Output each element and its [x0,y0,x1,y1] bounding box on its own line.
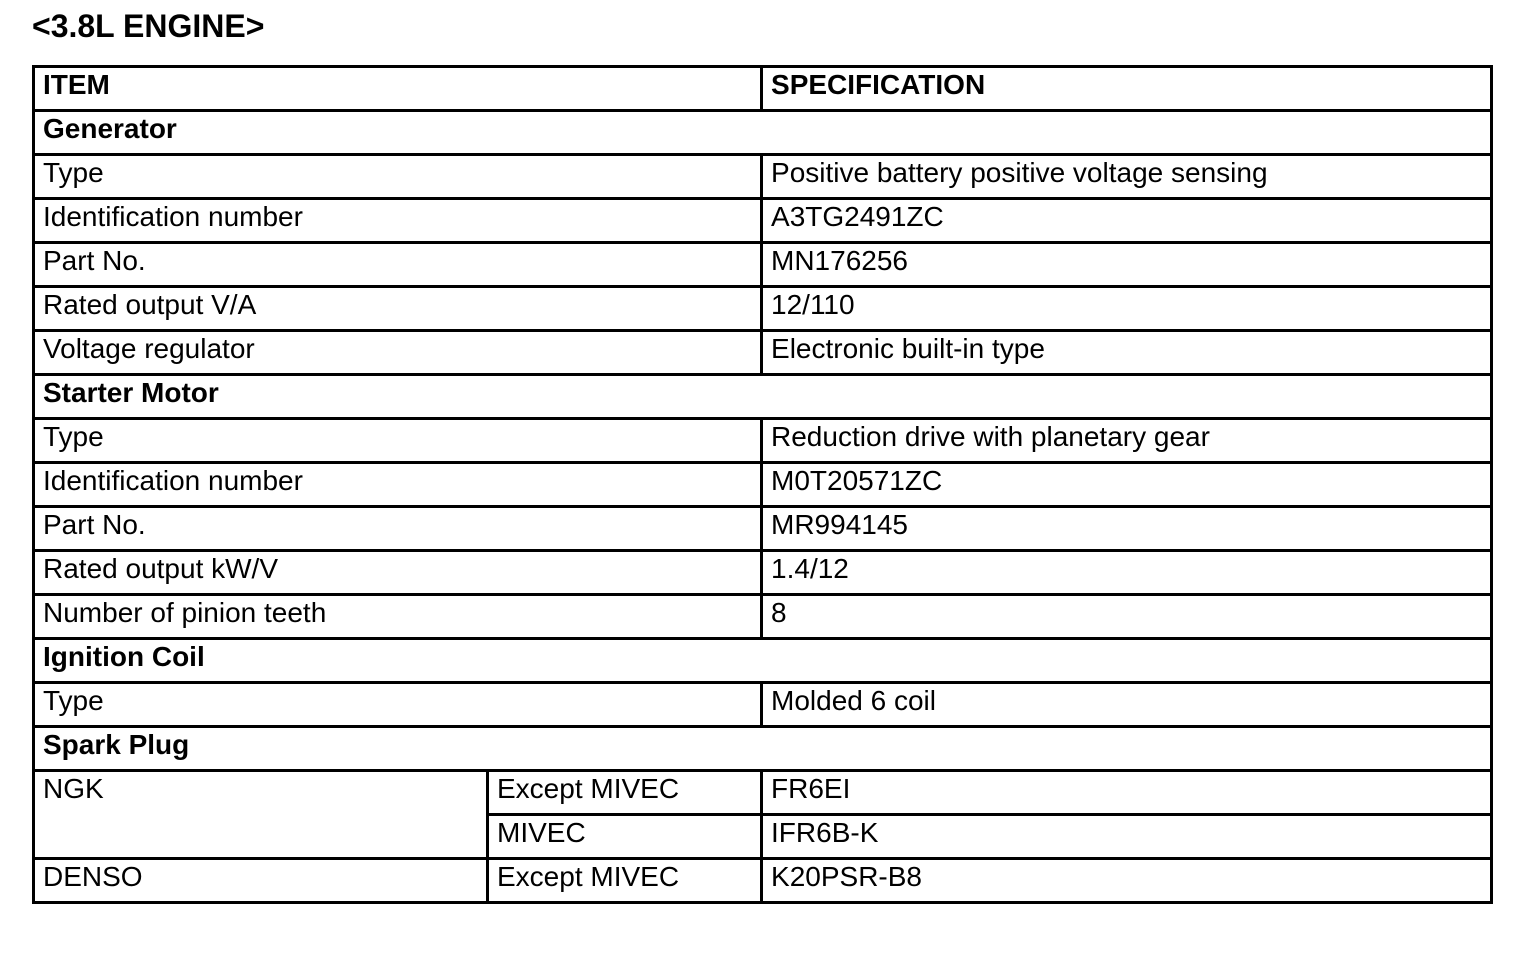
spec-cell: Electronic built-in type [762,331,1492,375]
section-row-starter-motor [34,375,1492,419]
page-title: <3.8L ENGINE> [32,8,265,44]
spec-cell: A3TG2491ZC [762,199,1492,243]
table-row [34,507,1492,551]
table-row [34,683,1492,727]
item-cell: Part No. [34,507,762,551]
table-header-row [34,67,1492,111]
spec-cell: 1.4/12 [762,551,1492,595]
spec-cell: FR6EI [762,771,1492,815]
section-row-generator [34,111,1492,155]
spec-cell: M0T20571ZC [762,463,1492,507]
spec-cell: Reduction drive with planetary gear [762,419,1492,463]
sub-item-cell: Except MIVEC [488,859,762,903]
item-cell: Type [34,155,762,199]
spec-cell: IFR6B-K [762,815,1492,859]
manufacturer-cell-ngk: NGK [34,771,488,859]
spec-table [32,65,1493,904]
table-row [34,243,1492,287]
manufacturer-cell-denso: DENSO [34,859,488,903]
table-row [34,287,1492,331]
column-header-item: ITEM [34,67,762,111]
table-row [34,155,1492,199]
spec-cell: 12/110 [762,287,1492,331]
spec-cell: MR994145 [762,507,1492,551]
spec-cell: 8 [762,595,1492,639]
item-cell: Number of pinion teeth [34,595,762,639]
sub-item-cell: Except MIVEC [488,771,762,815]
section-row-ignition-coil [34,639,1492,683]
column-header-specification: SPECIFICATION [762,67,1492,111]
spec-cell: Molded 6 coil [762,683,1492,727]
item-cell: Voltage regulator [34,331,762,375]
table-row [34,199,1492,243]
item-cell: Type [34,419,762,463]
section-label: Generator [34,111,1492,155]
spec-cell: MN176256 [762,243,1492,287]
table-row [34,419,1492,463]
table-row [34,331,1492,375]
section-label: Spark Plug [34,727,1492,771]
sub-item-cell: MIVEC [488,815,762,859]
item-cell: Rated output V/A [34,287,762,331]
table-row [34,463,1492,507]
item-cell: Identification number [34,199,762,243]
table-row [34,595,1492,639]
section-label: Ignition Coil [34,639,1492,683]
item-cell: Part No. [34,243,762,287]
item-cell: Rated output kW/V [34,551,762,595]
section-label: Starter Motor [34,375,1492,419]
item-cell: Type [34,683,762,727]
spec-cell: Positive battery positive voltage sensing [762,155,1492,199]
table-row [34,859,1492,903]
section-row-spark-plug [34,727,1492,771]
spec-cell: K20PSR-B8 [762,859,1492,903]
item-cell: Identification number [34,463,762,507]
table-row [34,551,1492,595]
table-row [34,771,1492,815]
